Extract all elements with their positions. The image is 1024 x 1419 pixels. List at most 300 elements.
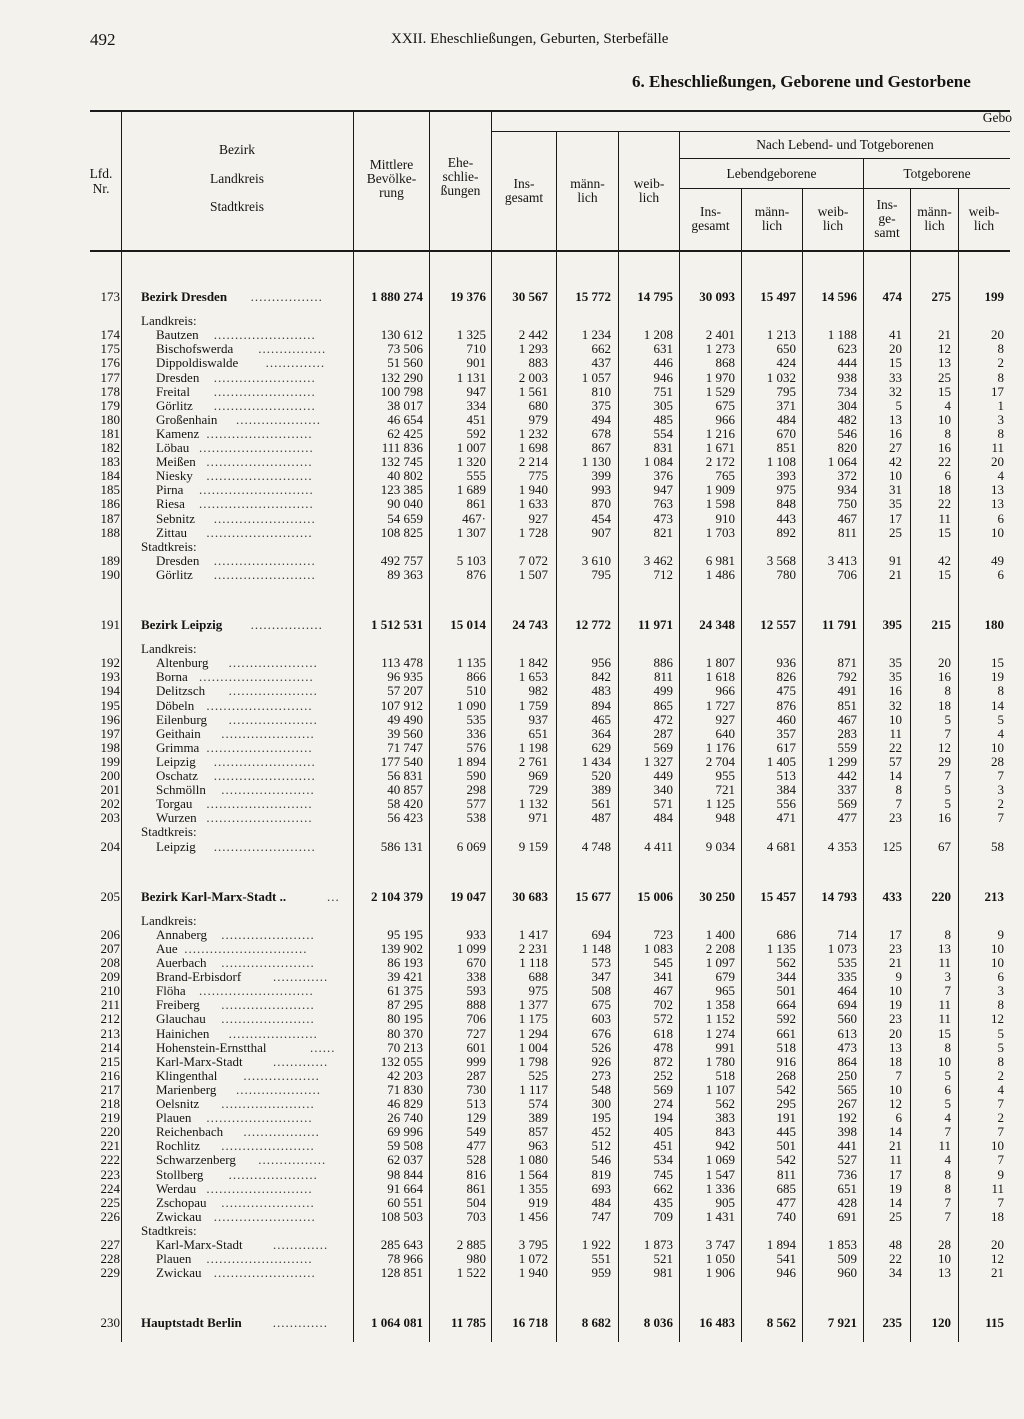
region-name: Aue (156, 941, 178, 956)
cell-eheschliessungen: 861 (466, 496, 486, 512)
cell-tot-weiblich: 14 (991, 697, 1004, 713)
cell-bevoelkerung: 113 478 (381, 655, 423, 671)
cell-bevoelkerung: 95 195 (387, 926, 423, 942)
lfd-nr: 209 (100, 969, 120, 985)
region-name: Oelsnitz (156, 1097, 200, 1111)
cell-bevoelkerung: 132 055 (380, 1053, 423, 1069)
cell-geborene-insgesamt: 975 (528, 983, 548, 999)
cell-tot-weiblich: 15 (991, 655, 1004, 671)
cell-geborene-insgesamt: 1 417 (518, 926, 548, 942)
section-label: Landkreis: (141, 314, 197, 329)
cell-tot-insgesamt: 433 (882, 888, 902, 904)
cell-geborene-insgesamt: 963 (528, 1138, 548, 1154)
cell-geborene-insgesamt: 1 698 (518, 440, 548, 455)
region-name: Eilenburg (156, 712, 208, 727)
cell-geborene-maennlich: 273 (591, 1067, 611, 1083)
cell-tot-insgesamt: 35 (889, 655, 902, 671)
cell-tot-insgesamt: 10 (889, 1081, 902, 1097)
leader-dots: ...................... (221, 998, 315, 1013)
table-row (0, 670, 1024, 684)
region-name: Leipzig (156, 754, 196, 769)
region-name: Zittau (156, 525, 188, 540)
cell-lebend-maennlich: 562 (776, 955, 796, 970)
cell-geborene-insgesamt: 1 798 (518, 1053, 548, 1069)
table-row (0, 385, 1024, 399)
table-row (0, 399, 1024, 413)
header-lfd: Lfd. (89, 166, 113, 181)
cell-lebend-maennlich: 1 213 (766, 327, 796, 343)
leader-dots: ...................... (221, 927, 315, 942)
cell-lebend-weiblich: 565 (837, 1081, 857, 1097)
cell-lebend-maennlich: 592 (776, 1011, 796, 1027)
cell-geborene-maennlich: 694 (591, 926, 611, 942)
lfd-nr: 182 (100, 440, 120, 455)
cell-geborene-maennlich: 1 234 (581, 327, 611, 343)
cell-tot-maennlich: 12 (938, 341, 951, 357)
cell-tot-maennlich: 10 (938, 411, 951, 427)
cell-geborene-maennlich: 195 (591, 1110, 611, 1126)
cell-eheschliessungen: 999 (466, 1053, 486, 1069)
cell-lebend-insgesamt: 2 172 (705, 454, 735, 470)
cell-tot-weiblich: 3 (997, 411, 1004, 427)
cell-lebend-maennlich: 876 (776, 697, 796, 713)
cell-geborene-weiblich: 467 (653, 983, 673, 999)
cell-lebend-weiblich: 714 (837, 926, 857, 942)
cell-bevoelkerung: 111 836 (381, 440, 423, 455)
leader-dots: ........................... (199, 670, 314, 685)
cell-tot-weiblich: 7 (997, 1194, 1004, 1210)
cell-geborene-weiblich: 14 795 (637, 289, 673, 304)
table-row (0, 328, 1024, 342)
cell-lebend-insgesamt: 1 336 (705, 1180, 735, 1196)
cell-geborene-insgesamt: 979 (528, 411, 548, 427)
header-leb-insgesamt-2: gesamt (691, 218, 730, 233)
table-row (0, 797, 1024, 811)
region-name: Borna (156, 670, 188, 685)
cell-bevoelkerung: 46 654 (387, 411, 423, 427)
cell-eheschliessungen: 1 522 (456, 1265, 486, 1281)
region-name: Zwickau (156, 1266, 202, 1281)
cell-geborene-insgesamt: 1 728 (518, 524, 548, 540)
region-name: Delitzsch (156, 684, 206, 699)
lfd-nr: 208 (100, 955, 120, 970)
header-ehe-2: schlie- (442, 169, 479, 184)
table-row (0, 1238, 1024, 1252)
cell-tot-weiblich: 213 (984, 888, 1004, 904)
cell-geborene-insgesamt: 1 198 (518, 739, 548, 755)
cell-tot-insgesamt: 31 (889, 482, 902, 498)
cell-bevoelkerung: 91 664 (387, 1180, 423, 1196)
header-bezirk: Bezirk (219, 142, 255, 157)
region-name: Werdau (156, 1181, 197, 1196)
cell-tot-maennlich: 11 (938, 1138, 951, 1154)
cell-lebend-maennlich: 780 (776, 566, 796, 582)
header-bevoelkerung-3: rung (379, 185, 404, 200)
cell-tot-maennlich: 18 (938, 482, 951, 498)
cell-geborene-maennlich: 573 (591, 955, 611, 970)
cell-tot-weiblich: 12 (991, 1251, 1004, 1267)
cell-tot-insgesamt: 35 (889, 669, 902, 685)
cell-tot-insgesamt: 17 (889, 1166, 902, 1182)
cell-geborene-insgesamt: 982 (528, 683, 548, 699)
cell-tot-weiblich: 11 (991, 440, 1004, 455)
region-name: Flöha (156, 984, 186, 999)
cell-lebend-insgesamt: 1 273 (705, 341, 735, 357)
cell-tot-weiblich: 13 (991, 496, 1004, 512)
leader-dots: ........................ (213, 769, 316, 783)
cell-geborene-insgesamt: 857 (528, 1124, 548, 1140)
cell-bevoelkerung: 96 935 (387, 669, 423, 685)
cell-lebend-insgesamt: 991 (715, 1039, 735, 1055)
cell-bevoelkerung: 100 798 (380, 383, 423, 399)
leader-dots: ........................ (213, 398, 316, 413)
cell-tot-weiblich: 5 (997, 1039, 1004, 1055)
cell-lebend-insgesamt: 843 (715, 1124, 735, 1140)
cell-geborene-weiblich: 571 (653, 796, 673, 812)
cell-lebend-insgesamt: 721 (715, 782, 735, 798)
table-row (0, 413, 1024, 427)
leader-dots: ........................... (199, 497, 314, 512)
region-name: Marienberg (156, 1082, 217, 1097)
cell-lebend-weiblich: 467 (837, 510, 857, 526)
cell-lebend-insgesamt: 1 050 (705, 1251, 735, 1267)
region-name: Reichenbach (156, 1125, 224, 1140)
cell-lebend-weiblich: 527 (837, 1152, 857, 1168)
cell-geborene-maennlich: 375 (591, 397, 611, 413)
cell-tot-weiblich: 10 (991, 524, 1004, 540)
header-maennlich-2: lich (577, 190, 598, 205)
cell-tot-maennlich: 18 (938, 697, 951, 713)
cell-tot-insgesamt: 21 (889, 566, 902, 582)
region-name: Görlitz (156, 567, 193, 582)
cell-lebend-weiblich: 694 (837, 997, 857, 1013)
cell-geborene-weiblich: 274 (653, 1096, 673, 1111)
leader-dots: ........................ (213, 553, 316, 568)
cell-lebend-insgesamt: 30 093 (699, 289, 735, 304)
cell-tot-insgesamt: 21 (889, 955, 902, 970)
cell-tot-insgesamt: 32 (889, 697, 902, 713)
cell-lebend-insgesamt: 1 274 (705, 1025, 735, 1041)
cell-geborene-insgesamt: 1 759 (518, 697, 548, 713)
cell-tot-weiblich: 28 (991, 753, 1004, 769)
cell-bevoelkerung: 108 825 (380, 524, 423, 540)
cell-eheschliessungen: 727 (466, 1025, 486, 1041)
cell-tot-weiblich: 10 (991, 940, 1004, 956)
cell-geborene-insgesamt: 1 633 (518, 496, 548, 512)
lfd-nr: 220 (100, 1124, 120, 1140)
lfd-nr: 203 (100, 810, 120, 826)
cell-lebend-maennlich: 848 (776, 496, 796, 512)
cell-geborene-maennlich: 483 (591, 683, 611, 699)
cell-geborene-maennlich: 561 (591, 796, 611, 812)
cell-bevoelkerung: 57 207 (387, 683, 423, 699)
cell-lebend-maennlich: 268 (776, 1067, 796, 1083)
cell-tot-insgesamt: 11 (889, 1152, 902, 1168)
cell-tot-insgesamt: 474 (882, 289, 902, 304)
leader-dots: ......................... (206, 455, 313, 470)
cell-bevoelkerung: 586 131 (380, 838, 423, 854)
region-name: Wurzen (156, 811, 197, 826)
cell-tot-insgesamt: 27 (889, 440, 902, 455)
cell-lebend-maennlich: 826 (776, 669, 796, 685)
cell-lebend-insgesamt: 675 (715, 397, 735, 413)
cell-bevoelkerung: 70 213 (387, 1039, 423, 1055)
cell-geborene-insgesamt: 680 (528, 397, 548, 413)
cell-tot-insgesamt: 17 (889, 510, 902, 526)
cell-eheschliessungen: 670 (466, 955, 486, 970)
cell-tot-maennlich: 16 (938, 440, 951, 455)
leader-dots: ........................ (213, 1266, 316, 1281)
region-name: Bezirk Leipzig (141, 618, 223, 632)
cell-lebend-weiblich: 1 073 (827, 940, 857, 956)
cell-bevoelkerung: 130 612 (380, 327, 423, 343)
region-name: Bischofswerda (156, 342, 234, 357)
leader-dots: ........................... (199, 441, 314, 455)
lfd-nr: 173 (100, 289, 120, 304)
header-landkreis: Landkreis (210, 171, 264, 186)
cell-geborene-weiblich: 947 (653, 482, 673, 498)
lfd-nr: 210 (100, 983, 120, 999)
region-name: Plauen (156, 1252, 192, 1267)
cell-geborene-insgesamt: 30 567 (512, 289, 548, 304)
cell-geborene-maennlich: 437 (591, 355, 611, 371)
cell-tot-weiblich: 2 (997, 796, 1004, 812)
table-row (0, 769, 1024, 783)
cell-lebend-maennlich: 445 (776, 1124, 796, 1140)
table-row (0, 684, 1024, 698)
cell-tot-weiblich: 20 (991, 327, 1004, 343)
cell-tot-insgesamt: 7 (895, 796, 902, 812)
cell-tot-weiblich: 20 (991, 1237, 1004, 1252)
cell-tot-maennlich: 15 (938, 566, 951, 582)
cell-bevoelkerung: 80 195 (387, 1011, 423, 1027)
region-name: Pirna (156, 483, 184, 498)
cell-tot-insgesamt: 9 (895, 969, 902, 985)
header-tot-insgesamt-3: samt (874, 225, 900, 240)
section-label-row (0, 1224, 1024, 1238)
cell-tot-insgesamt: 20 (889, 341, 902, 357)
cell-geborene-weiblich: 872 (653, 1053, 673, 1069)
lfd-nr: 200 (100, 768, 120, 783)
cell-lebend-weiblich: 442 (837, 768, 857, 783)
leader-dots: ......................... (206, 797, 313, 812)
lfd-nr: 215 (100, 1053, 120, 1069)
cell-bevoelkerung: 56 423 (387, 810, 423, 826)
section-label: Stadtkreis: (141, 1223, 197, 1238)
cell-tot-weiblich: 7 (997, 1096, 1004, 1111)
cell-bevoelkerung: 71 830 (387, 1081, 423, 1097)
cell-tot-maennlich: 11 (938, 955, 951, 970)
region-name: Bezirk Karl-Marx-Stadt .. (141, 889, 287, 904)
cell-tot-insgesamt: 33 (889, 369, 902, 385)
cell-geborene-maennlich: 364 (591, 725, 611, 741)
cell-bevoelkerung: 2 104 379 (371, 888, 423, 904)
cell-tot-weiblich: 10 (991, 739, 1004, 755)
cell-eheschliessungen: 1 689 (456, 482, 486, 498)
lfd-nr: 202 (100, 796, 120, 812)
cell-geborene-weiblich: 662 (653, 1180, 673, 1196)
leader-dots: ... (327, 889, 340, 904)
table-row (0, 1012, 1024, 1026)
cell-tot-maennlich: 15 (938, 383, 951, 399)
cell-tot-insgesamt: 5 (895, 397, 902, 413)
lfd-nr: 199 (100, 753, 120, 769)
cell-lebend-insgesamt: 1 069 (705, 1152, 735, 1168)
cell-lebend-maennlich: 484 (776, 411, 796, 427)
cell-eheschliessungen: 710 (466, 341, 486, 357)
cell-tot-insgesamt: 14 (889, 768, 902, 783)
header-lebendgeborene: Lebendgeborene (726, 166, 817, 181)
cell-eheschliessungen: 1 325 (456, 327, 486, 343)
cell-tot-insgesamt: 22 (889, 1251, 902, 1267)
cell-tot-insgesamt: 125 (882, 838, 902, 854)
cell-lebend-maennlich: 371 (776, 397, 796, 413)
cell-eheschliessungen: 730 (466, 1081, 486, 1097)
section-label-row (0, 314, 1024, 328)
table-row (0, 1196, 1024, 1210)
cell-lebend-weiblich: 613 (837, 1025, 857, 1041)
cell-tot-weiblich: 3 (997, 983, 1004, 999)
table-row (0, 942, 1024, 956)
cell-geborene-maennlich: 926 (591, 1053, 611, 1069)
cell-eheschliessungen: 336 (466, 725, 486, 741)
cell-lebend-insgesamt: 966 (715, 683, 735, 699)
cell-lebend-maennlich: 393 (776, 468, 796, 484)
table-row (0, 713, 1024, 727)
cell-lebend-insgesamt: 965 (715, 983, 735, 999)
table-row (0, 984, 1024, 998)
cell-tot-insgesamt: 34 (889, 1265, 902, 1281)
cell-lebend-weiblich: 871 (837, 655, 857, 671)
cell-lebend-maennlich: 661 (776, 1025, 796, 1041)
cell-geborene-weiblich: 376 (653, 468, 673, 484)
cell-bevoelkerung: 107 912 (380, 697, 423, 713)
lfd-nr: 195 (100, 697, 120, 713)
cell-lebend-maennlich: 936 (776, 655, 796, 671)
cell-eheschliessungen: 1 894 (456, 753, 486, 769)
region-name: Freiberg (156, 998, 200, 1013)
table-row (0, 1069, 1024, 1083)
cell-lebend-insgesamt: 3 747 (705, 1237, 735, 1252)
leader-dots: ...................... (221, 1097, 315, 1111)
running-head: XXII. Eheschließungen, Geburten, Sterbefälle (391, 31, 669, 47)
cell-lebend-maennlich: 617 (776, 739, 796, 755)
cell-tot-maennlich: 7 (944, 1124, 951, 1140)
cell-lebend-insgesamt: 1 909 (705, 482, 735, 498)
cell-tot-insgesamt: 7 (895, 1067, 902, 1083)
cell-geborene-maennlich: 300 (591, 1096, 611, 1111)
cell-tot-weiblich: 6 (997, 969, 1004, 985)
cell-lebend-weiblich: 792 (837, 669, 857, 685)
region-name: Rochlitz (156, 1139, 201, 1154)
header-leb-insgesamt-1: Ins- (700, 204, 721, 219)
cell-tot-maennlich: 16 (938, 810, 951, 826)
cell-eheschliessungen: 1 320 (456, 454, 486, 470)
cell-geborene-insgesamt: 1 232 (518, 425, 548, 441)
cell-tot-weiblich: 199 (984, 289, 1004, 304)
cell-tot-insgesamt: 13 (889, 411, 902, 427)
cell-lebend-weiblich: 938 (837, 369, 857, 385)
cell-tot-insgesamt: 10 (889, 468, 902, 484)
cell-lebend-insgesamt: 1 703 (705, 524, 735, 540)
cell-geborene-insgesamt: 775 (528, 468, 548, 484)
cell-eheschliessungen: 528 (466, 1152, 486, 1168)
cell-tot-maennlich: 10 (938, 1053, 951, 1069)
cell-lebend-weiblich: 851 (837, 697, 857, 713)
cell-lebend-weiblich: 691 (837, 1208, 857, 1224)
cell-bevoelkerung: 89 363 (387, 566, 423, 582)
cell-geborene-maennlich: 959 (591, 1265, 611, 1281)
cell-lebend-maennlich: 424 (776, 355, 796, 371)
cell-geborene-weiblich: 712 (653, 566, 673, 582)
cell-lebend-insgesamt: 1 107 (705, 1081, 735, 1097)
bezirk-row (0, 1316, 1024, 1330)
lfd-nr: 229 (100, 1265, 120, 1281)
section-label-row (0, 540, 1024, 554)
cell-lebend-weiblich: 477 (837, 810, 857, 826)
region-name: Hohenstein-Ernstthal (156, 1040, 267, 1055)
cell-lebend-maennlich: 1 032 (766, 369, 796, 385)
cell-geborene-maennlich: 512 (591, 1138, 611, 1154)
leader-dots: ...... (310, 1040, 336, 1055)
cell-eheschliessungen: 592 (466, 425, 486, 441)
cell-eheschliessungen: 467· (462, 510, 486, 526)
cell-tot-insgesamt: 17 (889, 926, 902, 942)
cell-lebend-insgesamt: 518 (715, 1067, 735, 1083)
cell-geborene-insgesamt: 24 743 (512, 617, 548, 632)
cell-lebend-maennlich: 357 (776, 725, 796, 741)
lfd-nr: 184 (100, 468, 120, 484)
cell-lebend-insgesamt: 383 (715, 1110, 735, 1126)
cell-tot-maennlich: 120 (931, 1315, 951, 1331)
cell-geborene-maennlich: 399 (591, 468, 611, 484)
cell-tot-weiblich: 10 (991, 1138, 1004, 1154)
cell-geborene-insgesamt: 1 561 (518, 383, 548, 399)
cell-lebend-weiblich: 467 (837, 711, 857, 727)
table-row (0, 699, 1024, 713)
lfd-nr: 186 (100, 496, 120, 512)
lfd-nr: 185 (100, 482, 120, 498)
cell-geborene-insgesamt: 3 795 (518, 1237, 548, 1252)
cell-tot-maennlich: 8 (944, 1039, 951, 1055)
region-name: Grimma (156, 740, 200, 755)
lfd-nr: 201 (100, 782, 120, 798)
cell-geborene-insgesamt: 2 003 (518, 369, 548, 385)
cell-eheschliessungen: 451 (466, 411, 486, 427)
header-weiblich-2: lich (638, 190, 660, 205)
cell-bevoelkerung: 40 802 (387, 468, 423, 484)
leader-dots: ........................ (213, 754, 316, 769)
header-maennlich-1: männ- (570, 176, 605, 191)
cell-eheschliessungen: 1 099 (456, 940, 486, 956)
lfd-nr: 191 (100, 617, 120, 632)
cell-bevoelkerung: 56 831 (387, 768, 423, 783)
cell-geborene-insgesamt: 883 (528, 355, 548, 371)
cell-lebend-weiblich: 934 (837, 482, 857, 498)
cell-tot-maennlich: 16 (938, 669, 951, 685)
region-name: Oschatz (156, 769, 198, 783)
cell-tot-maennlich: 20 (938, 655, 951, 671)
cell-geborene-insgesamt: 729 (528, 782, 548, 798)
cell-bevoelkerung: 132 290 (380, 369, 423, 385)
cell-tot-maennlich: 8 (944, 1166, 951, 1182)
bezirk-row (0, 290, 1024, 304)
cell-eheschliessungen: 338 (466, 969, 486, 985)
cell-geborene-insgesamt: 971 (528, 810, 548, 826)
lfd-nr: 174 (100, 327, 120, 343)
cell-eheschliessungen: 5 103 (456, 552, 486, 568)
table-row (0, 512, 1024, 526)
